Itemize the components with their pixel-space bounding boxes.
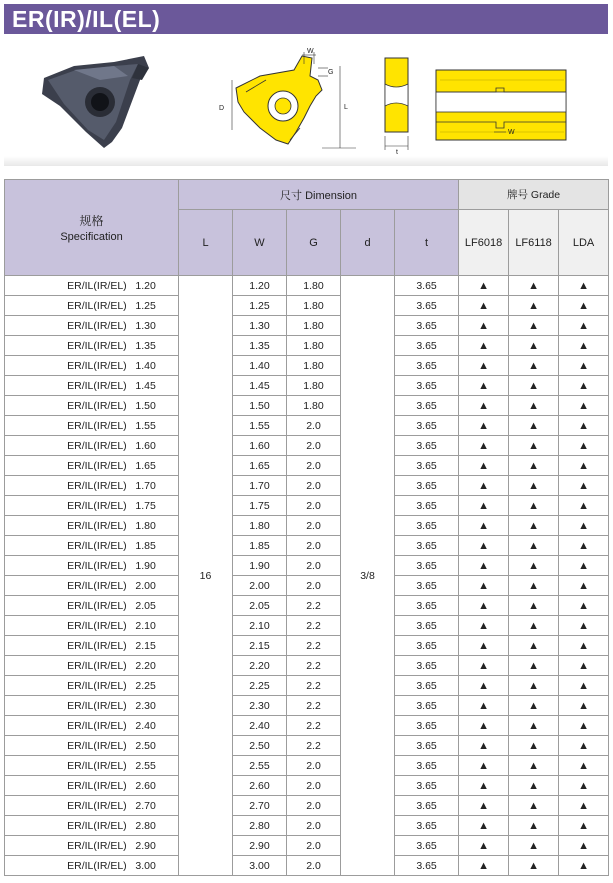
grade-mark-lda: ▲ xyxy=(559,536,609,556)
table-row xyxy=(5,616,609,636)
grade-mark-lda: ▲ xyxy=(559,516,609,536)
grade-mark-lf6018: ▲ xyxy=(459,796,509,816)
grade-mark-lf6118: ▲ xyxy=(509,416,559,436)
table-row xyxy=(5,416,609,436)
spec-cell: ER/IL(IR/EL) 2.40 xyxy=(5,716,179,736)
w-cell: 2.05 xyxy=(233,596,287,616)
table-row xyxy=(5,716,609,736)
insert-drawings xyxy=(4,36,608,156)
g-cell: 2.0 xyxy=(287,836,341,856)
table-row xyxy=(5,556,609,576)
page-title: ER(IR)/IL(EL) xyxy=(12,6,161,32)
grade-mark-lf6118: ▲ xyxy=(509,736,559,756)
grade-mark-lf6018: ▲ xyxy=(459,856,509,876)
w-cell: 1.55 xyxy=(233,416,287,436)
w-cell: 1.85 xyxy=(233,536,287,556)
table-row xyxy=(5,756,609,776)
t-cell: 3.65 xyxy=(395,276,459,296)
w-cell: 2.60 xyxy=(233,776,287,796)
spec-cell: ER/IL(IR/EL) 1.85 xyxy=(5,536,179,556)
title-bar xyxy=(4,4,608,34)
grade-mark-lf6118: ▲ xyxy=(509,616,559,636)
grade-mark-lf6118: ▲ xyxy=(509,336,559,356)
g-cell: 2.0 xyxy=(287,476,341,496)
spec-cell: ER/IL(IR/EL) 2.50 xyxy=(5,736,179,756)
g-cell: 2.2 xyxy=(287,656,341,676)
g-cell: 2.2 xyxy=(287,736,341,756)
t-cell: 3.65 xyxy=(395,316,459,336)
table-row xyxy=(5,596,609,616)
table-row xyxy=(5,656,609,676)
grade-mark-lda: ▲ xyxy=(559,316,609,336)
grade-mark-lf6018: ▲ xyxy=(459,336,509,356)
table-row xyxy=(5,676,609,696)
grade-mark-lf6018: ▲ xyxy=(459,456,509,476)
g-cell: 2.2 xyxy=(287,696,341,716)
label-l: L xyxy=(344,104,348,111)
g-cell: 2.0 xyxy=(287,856,341,876)
table-row xyxy=(5,456,609,476)
w-cell: 1.35 xyxy=(233,336,287,356)
t-cell: 3.65 xyxy=(395,536,459,556)
w-cell: 1.65 xyxy=(233,456,287,476)
t-cell: 3.65 xyxy=(395,396,459,416)
col-header-lf6118: LF6118 xyxy=(509,210,559,276)
grade-mark-lf6118: ▲ xyxy=(509,696,559,716)
t-cell: 3.65 xyxy=(395,336,459,356)
table-row xyxy=(5,796,609,816)
table-row xyxy=(5,336,609,356)
grade-mark-lf6118: ▲ xyxy=(509,276,559,296)
grade-mark-lf6018: ▲ xyxy=(459,276,509,296)
grade-mark-lf6018: ▲ xyxy=(459,436,509,456)
grade-mark-lf6018: ▲ xyxy=(459,296,509,316)
t-cell: 3.65 xyxy=(395,576,459,596)
g-cell: 2.2 xyxy=(287,636,341,656)
grade-mark-lda: ▲ xyxy=(559,456,609,476)
grade-mark-lf6018: ▲ xyxy=(459,476,509,496)
w-cell: 2.40 xyxy=(233,716,287,736)
w-cell: 1.20 xyxy=(233,276,287,296)
table-row xyxy=(5,436,609,456)
grade-mark-lda: ▲ xyxy=(559,836,609,856)
w-cell: 3.00 xyxy=(233,856,287,876)
grade-mark-lf6118: ▲ xyxy=(509,636,559,656)
spec-cell: ER/IL(IR/EL) 1.65 xyxy=(5,456,179,476)
t-cell: 3.65 xyxy=(395,356,459,376)
w-cell: 1.60 xyxy=(233,436,287,456)
spec-cell: ER/IL(IR/EL) 1.40 xyxy=(5,356,179,376)
grade-mark-lda: ▲ xyxy=(559,776,609,796)
spec-cell: ER/IL(IR/EL) 1.45 xyxy=(5,376,179,396)
w-cell: 2.00 xyxy=(233,576,287,596)
grade-mark-lf6018: ▲ xyxy=(459,596,509,616)
spec-cell: ER/IL(IR/EL) 1.35 xyxy=(5,336,179,356)
grade-mark-lf6018: ▲ xyxy=(459,776,509,796)
t-cell: 3.65 xyxy=(395,836,459,856)
g-cell: 2.0 xyxy=(287,776,341,796)
w-cell: 2.70 xyxy=(233,796,287,816)
grade-mark-lf6018: ▲ xyxy=(459,816,509,836)
grade-mark-lf6118: ▲ xyxy=(509,796,559,816)
grade-mark-lda: ▲ xyxy=(559,796,609,816)
col-header-lda: LDA xyxy=(559,210,609,276)
grade-mark-lf6018: ▲ xyxy=(459,636,509,656)
grade-mark-lf6118: ▲ xyxy=(509,836,559,856)
g-cell: 1.80 xyxy=(287,336,341,356)
thread-profile-diagram xyxy=(436,70,566,140)
w-cell: 1.50 xyxy=(233,396,287,416)
t-cell: 3.65 xyxy=(395,756,459,776)
spec-cell: ER/IL(IR/EL) 1.20 xyxy=(5,276,179,296)
label-d: D xyxy=(219,105,225,112)
table-row xyxy=(5,396,609,416)
grade-mark-lf6018: ▲ xyxy=(459,616,509,636)
g-cell: 2.2 xyxy=(287,716,341,736)
grade-mark-lf6018: ▲ xyxy=(459,416,509,436)
g-cell: 1.80 xyxy=(287,316,341,336)
grade-mark-lf6118: ▲ xyxy=(509,456,559,476)
grade-mark-lda: ▲ xyxy=(559,556,609,576)
g-cell: 2.0 xyxy=(287,796,341,816)
insert-front-view xyxy=(219,48,356,148)
g-cell: 2.2 xyxy=(287,596,341,616)
w-cell: 1.25 xyxy=(233,296,287,316)
grade-mark-lda: ▲ xyxy=(559,356,609,376)
grade-mark-lf6018: ▲ xyxy=(459,516,509,536)
spec-cell: ER/IL(IR/EL) 1.25 xyxy=(5,296,179,316)
table-row xyxy=(5,356,609,376)
g-cell: 2.0 xyxy=(287,456,341,476)
grade-mark-lda: ▲ xyxy=(559,696,609,716)
w-cell: 2.10 xyxy=(233,616,287,636)
grade-mark-lda: ▲ xyxy=(559,476,609,496)
grade-mark-lf6118: ▲ xyxy=(509,676,559,696)
grade-mark-lda: ▲ xyxy=(559,496,609,516)
insert-photo xyxy=(42,56,149,148)
grade-mark-lda: ▲ xyxy=(559,436,609,456)
t-cell: 3.65 xyxy=(395,616,459,636)
grade-mark-lf6118: ▲ xyxy=(509,716,559,736)
grade-mark-lf6018: ▲ xyxy=(459,676,509,696)
g-cell: 2.0 xyxy=(287,536,341,556)
col-header-w: W xyxy=(233,210,287,276)
grade-mark-lf6118: ▲ xyxy=(509,316,559,336)
grade-mark-lda: ▲ xyxy=(559,376,609,396)
grade-mark-lda: ▲ xyxy=(559,596,609,616)
grade-mark-lf6018: ▲ xyxy=(459,376,509,396)
table-row xyxy=(5,496,609,516)
grade-mark-lf6018: ▲ xyxy=(459,696,509,716)
insert-side-view xyxy=(385,58,408,156)
g-cell: 1.80 xyxy=(287,296,341,316)
figure-panel xyxy=(4,36,608,166)
grade-mark-lf6118: ▲ xyxy=(509,756,559,776)
grade-mark-lf6118: ▲ xyxy=(509,576,559,596)
grade-mark-lda: ▲ xyxy=(559,816,609,836)
grade-mark-lda: ▲ xyxy=(559,636,609,656)
spec-table-body xyxy=(5,276,609,876)
table-row xyxy=(5,276,609,296)
table-row xyxy=(5,836,609,856)
grade-mark-lf6118: ▲ xyxy=(509,536,559,556)
spec-header-cn: 规格 xyxy=(79,214,104,228)
col-header-l: L xyxy=(179,210,233,276)
grade-mark-lf6018: ▲ xyxy=(459,396,509,416)
t-cell: 3.65 xyxy=(395,556,459,576)
g-cell: 2.0 xyxy=(287,496,341,516)
spec-cell: ER/IL(IR/EL) 2.00 xyxy=(5,576,179,596)
grade-mark-lf6118: ▲ xyxy=(509,656,559,676)
t-cell: 3.65 xyxy=(395,596,459,616)
spec-cell: ER/IL(IR/EL) 2.10 xyxy=(5,616,179,636)
grade-mark-lda: ▲ xyxy=(559,276,609,296)
spec-cell: ER/IL(IR/EL) 2.60 xyxy=(5,776,179,796)
spec-cell: ER/IL(IR/EL) 2.80 xyxy=(5,816,179,836)
w-cell: 1.70 xyxy=(233,476,287,496)
g-cell: 2.0 xyxy=(287,556,341,576)
grade-mark-lf6018: ▲ xyxy=(459,836,509,856)
t-cell: 3.65 xyxy=(395,296,459,316)
table-row xyxy=(5,856,609,876)
grade-mark-lda: ▲ xyxy=(559,296,609,316)
t-cell: 3.65 xyxy=(395,696,459,716)
g-cell: 2.0 xyxy=(287,516,341,536)
grade-mark-lf6018: ▲ xyxy=(459,536,509,556)
grade-mark-lf6118: ▲ xyxy=(509,396,559,416)
grade-mark-lf6018: ▲ xyxy=(459,716,509,736)
spec-cell: ER/IL(IR/EL) 2.55 xyxy=(5,756,179,776)
spec-cell: ER/IL(IR/EL) 1.55 xyxy=(5,416,179,436)
table-row xyxy=(5,536,609,556)
table-row xyxy=(5,296,609,316)
grade-mark-lf6018: ▲ xyxy=(459,316,509,336)
table-row xyxy=(5,816,609,836)
grade-mark-lf6118: ▲ xyxy=(509,356,559,376)
grade-mark-lf6018: ▲ xyxy=(459,656,509,676)
col-header-g: G xyxy=(287,210,341,276)
spec-cell: ER/IL(IR/EL) 2.20 xyxy=(5,656,179,676)
w-cell: 1.80 xyxy=(233,516,287,536)
table-row xyxy=(5,316,609,336)
w-cell: 1.30 xyxy=(233,316,287,336)
g-cell: 1.80 xyxy=(287,276,341,296)
w-cell: 1.90 xyxy=(233,556,287,576)
w-cell: 1.75 xyxy=(233,496,287,516)
grade-mark-lf6118: ▲ xyxy=(509,476,559,496)
g-cell: 2.2 xyxy=(287,676,341,696)
grade-mark-lda: ▲ xyxy=(559,416,609,436)
w-cell: 1.40 xyxy=(233,356,287,376)
table-row xyxy=(5,696,609,716)
spec-cell: ER/IL(IR/EL) 1.50 xyxy=(5,396,179,416)
w-cell: 2.80 xyxy=(233,816,287,836)
t-cell: 3.65 xyxy=(395,656,459,676)
t-cell: 3.65 xyxy=(395,716,459,736)
w-cell: 2.90 xyxy=(233,836,287,856)
spec-cell: ER/IL(IR/EL) 1.80 xyxy=(5,516,179,536)
w-cell: 2.50 xyxy=(233,736,287,756)
grade-mark-lda: ▲ xyxy=(559,756,609,776)
t-cell: 3.65 xyxy=(395,476,459,496)
w-cell: 2.20 xyxy=(233,656,287,676)
g-cell: 1.80 xyxy=(287,356,341,376)
d-cell: 3/8 xyxy=(341,276,395,876)
grade-mark-lf6118: ▲ xyxy=(509,856,559,876)
t-cell: 3.65 xyxy=(395,456,459,476)
spec-cell: ER/IL(IR/EL) 1.60 xyxy=(5,436,179,456)
grade-mark-lda: ▲ xyxy=(559,656,609,676)
t-cell: 3.65 xyxy=(395,496,459,516)
g-cell: 2.2 xyxy=(287,616,341,636)
spec-column-header xyxy=(5,180,179,276)
g-cell: 2.0 xyxy=(287,756,341,776)
spec-cell: ER/IL(IR/EL) 1.70 xyxy=(5,476,179,496)
t-cell: 3.65 xyxy=(395,816,459,836)
grade-mark-lda: ▲ xyxy=(559,336,609,356)
g-cell: 1.80 xyxy=(287,396,341,416)
table-row xyxy=(5,476,609,496)
spec-header-en: Specification xyxy=(60,231,123,243)
grade-mark-lf6118: ▲ xyxy=(509,816,559,836)
grade-mark-lf6118: ▲ xyxy=(509,436,559,456)
grade-mark-lf6118: ▲ xyxy=(509,776,559,796)
w-cell: 2.30 xyxy=(233,696,287,716)
grade-mark-lda: ▲ xyxy=(559,716,609,736)
grade-mark-lf6118: ▲ xyxy=(509,376,559,396)
t-cell: 3.65 xyxy=(395,736,459,756)
table-row xyxy=(5,636,609,656)
grade-mark-lda: ▲ xyxy=(559,616,609,636)
grade-header: 牌号 Grade xyxy=(459,180,609,210)
t-cell: 3.65 xyxy=(395,856,459,876)
t-cell: 3.65 xyxy=(395,776,459,796)
t-cell: 3.65 xyxy=(395,676,459,696)
table-row xyxy=(5,516,609,536)
col-header-lf6018: LF6018 xyxy=(459,210,509,276)
g-cell: 2.0 xyxy=(287,436,341,456)
grade-mark-lda: ▲ xyxy=(559,396,609,416)
w-cell: 1.45 xyxy=(233,376,287,396)
label-w: W xyxy=(307,48,314,55)
grade-mark-lf6118: ▲ xyxy=(509,296,559,316)
grade-mark-lda: ▲ xyxy=(559,576,609,596)
l-cell: 16 xyxy=(179,276,233,876)
spec-cell: ER/IL(IR/EL) 2.30 xyxy=(5,696,179,716)
spec-cell: ER/IL(IR/EL) 2.05 xyxy=(5,596,179,616)
t-cell: 3.65 xyxy=(395,416,459,436)
t-cell: 3.65 xyxy=(395,516,459,536)
col-header-d: d xyxy=(341,210,395,276)
spec-cell: ER/IL(IR/EL) 1.90 xyxy=(5,556,179,576)
label-t: t xyxy=(396,149,398,156)
table-row xyxy=(5,376,609,396)
g-cell: 2.0 xyxy=(287,416,341,436)
g-cell: 2.0 xyxy=(287,816,341,836)
spec-cell: ER/IL(IR/EL) 1.75 xyxy=(5,496,179,516)
grade-mark-lda: ▲ xyxy=(559,736,609,756)
label-g: G xyxy=(328,69,334,76)
grade-mark-lf6118: ▲ xyxy=(509,496,559,516)
grade-mark-lda: ▲ xyxy=(559,856,609,876)
t-cell: 3.65 xyxy=(395,376,459,396)
col-header-t: t xyxy=(395,210,459,276)
grade-mark-lda: ▲ xyxy=(559,676,609,696)
table-row xyxy=(5,776,609,796)
grade-mark-lf6018: ▲ xyxy=(459,576,509,596)
table-row xyxy=(5,576,609,596)
spec-cell: ER/IL(IR/EL) 3.00 xyxy=(5,856,179,876)
grade-mark-lf6018: ▲ xyxy=(459,356,509,376)
grade-mark-lf6018: ▲ xyxy=(459,556,509,576)
t-cell: 3.65 xyxy=(395,796,459,816)
grade-mark-lf6118: ▲ xyxy=(509,596,559,616)
g-cell: 2.0 xyxy=(287,576,341,596)
w-cell: 2.25 xyxy=(233,676,287,696)
spec-cell: ER/IL(IR/EL) 2.90 xyxy=(5,836,179,856)
spec-cell: ER/IL(IR/EL) 1.30 xyxy=(5,316,179,336)
dimension-header: 尺寸 Dimension xyxy=(179,180,459,210)
t-cell: 3.65 xyxy=(395,636,459,656)
grade-mark-lf6118: ▲ xyxy=(509,516,559,536)
t-cell: 3.65 xyxy=(395,436,459,456)
grade-mark-lf6018: ▲ xyxy=(459,756,509,776)
w-cell: 2.15 xyxy=(233,636,287,656)
grade-mark-lf6118: ▲ xyxy=(509,556,559,576)
spec-cell: ER/IL(IR/EL) 2.15 xyxy=(5,636,179,656)
table-row xyxy=(5,736,609,756)
grade-mark-lf6018: ▲ xyxy=(459,736,509,756)
spec-cell: ER/IL(IR/EL) 2.25 xyxy=(5,676,179,696)
w-cell: 2.55 xyxy=(233,756,287,776)
grade-mark-lf6018: ▲ xyxy=(459,496,509,516)
g-cell: 1.80 xyxy=(287,376,341,396)
spec-table xyxy=(4,179,609,876)
label-profile-w: W xyxy=(508,129,515,136)
spec-cell: ER/IL(IR/EL) 2.70 xyxy=(5,796,179,816)
